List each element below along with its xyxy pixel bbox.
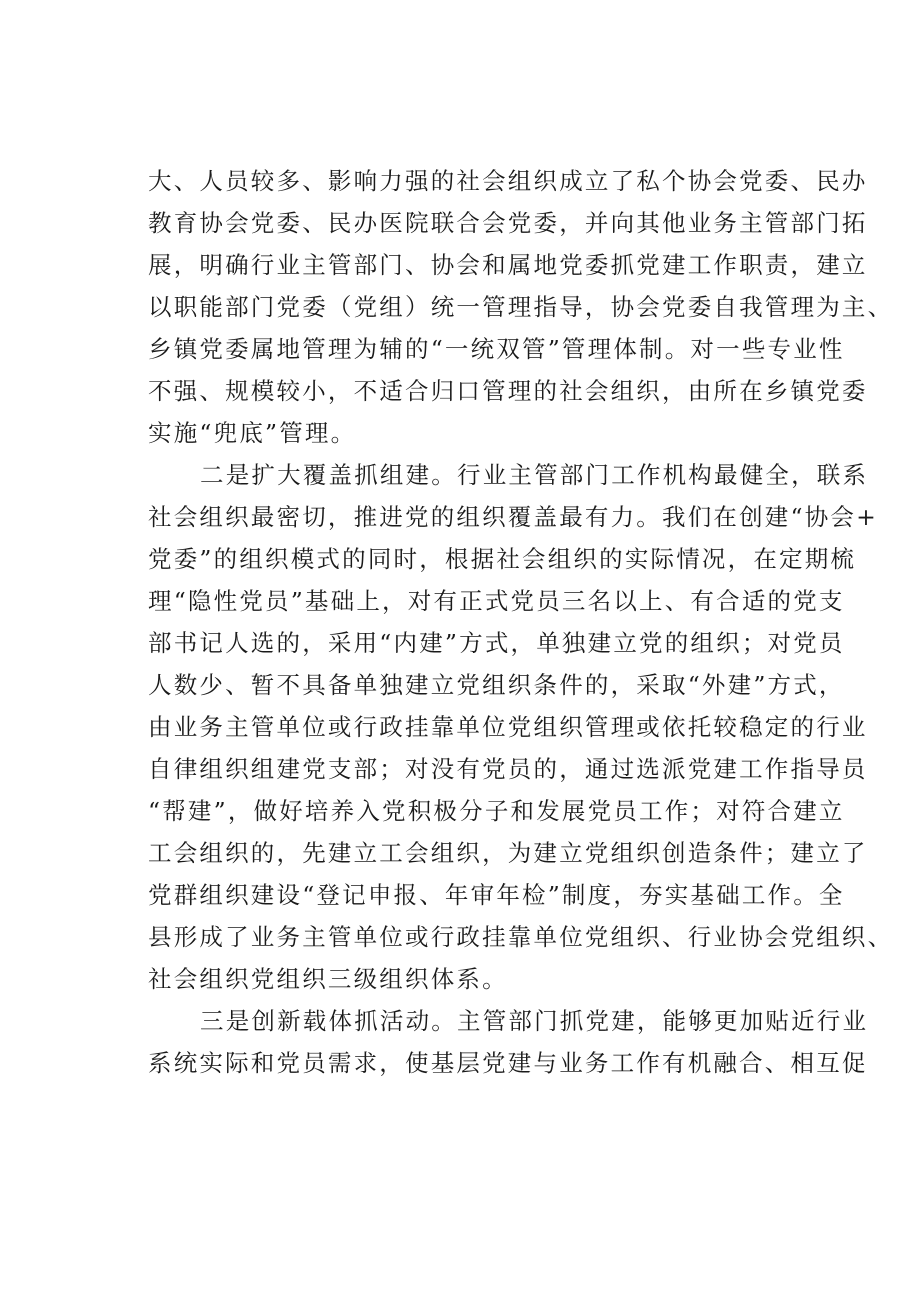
text-line: 人数少、暂不具备单独建立党组织条件的，采取“外建”方式， (148, 671, 845, 699)
text-line: 以职能部门党委（党组）统一管理指导，协会党委自我管理为主、 (148, 293, 894, 321)
paragraph-start-line: 二是扩大覆盖抓组建。行业主管部门工作机构最健全，联系 (200, 461, 869, 489)
text-line: “帮建”，做好培养入党积极分子和发展党员工作；对符合建立 (148, 797, 845, 825)
text-line: 理“隐性党员”基础上，对有正式党员三名以上、有合适的党支 (148, 587, 845, 615)
text-line: 系统实际和党员需求，使基层党建与业务工作有机融合、相互促 (148, 1049, 868, 1077)
text-line: 不强、规模较小，不适合归口管理的社会组织，由所在乡镇党委 (148, 377, 868, 405)
text-line: 乡镇党委属地管理为辅的“一统双管”管理体制。对一些专业性 (148, 335, 845, 363)
text-line: 教育协会党委、民办医院联合会党委，并向其他业务主管部门拓 (148, 209, 868, 237)
text-line: 县形成了业务主管单位或行政挂靠单位党组织、行业协会党组织、 (148, 923, 894, 951)
text-line: 实施“兜底”管理。 (148, 419, 357, 447)
body-text (148, 160, 894, 1084)
text-line: 自律组织组建党支部；对没有党员的，通过选派党建工作指导员 (148, 755, 868, 783)
paragraph-start-line: 三是创新载体抓活动。主管部门抓党建，能够更加贴近行业 (200, 1007, 869, 1035)
text-line: 党委”的组织模式的同时，根据社会组织的实际情况，在定期梳 (148, 545, 857, 573)
text-line: 社会组织最密切，推进党的组织覆盖最有力。我们在创建“协会+ (148, 503, 879, 531)
text-line: 党群组织建设“登记申报、年审年检”制度，夯实基础工作。全 (148, 881, 845, 909)
text-line: 工会组织的，先建立工会组织，为建立党组织创造条件；建立了 (148, 839, 868, 867)
text-line: 由业务主管单位或行政挂靠单位党组织管理或依托较稳定的行业 (148, 713, 868, 741)
text-line: 展，明确行业主管部门、协会和属地党委抓党建工作职责，建立 (148, 251, 868, 279)
text-line: 大、人员较多、影响力强的社会组织成立了私个协会党委、民办 (148, 167, 868, 195)
text-line: 社会组织党组织三级组织体系。 (148, 965, 508, 993)
text-line: 部书记人选的，采用“内建”方式，单独建立党的组织；对党员 (148, 629, 845, 657)
